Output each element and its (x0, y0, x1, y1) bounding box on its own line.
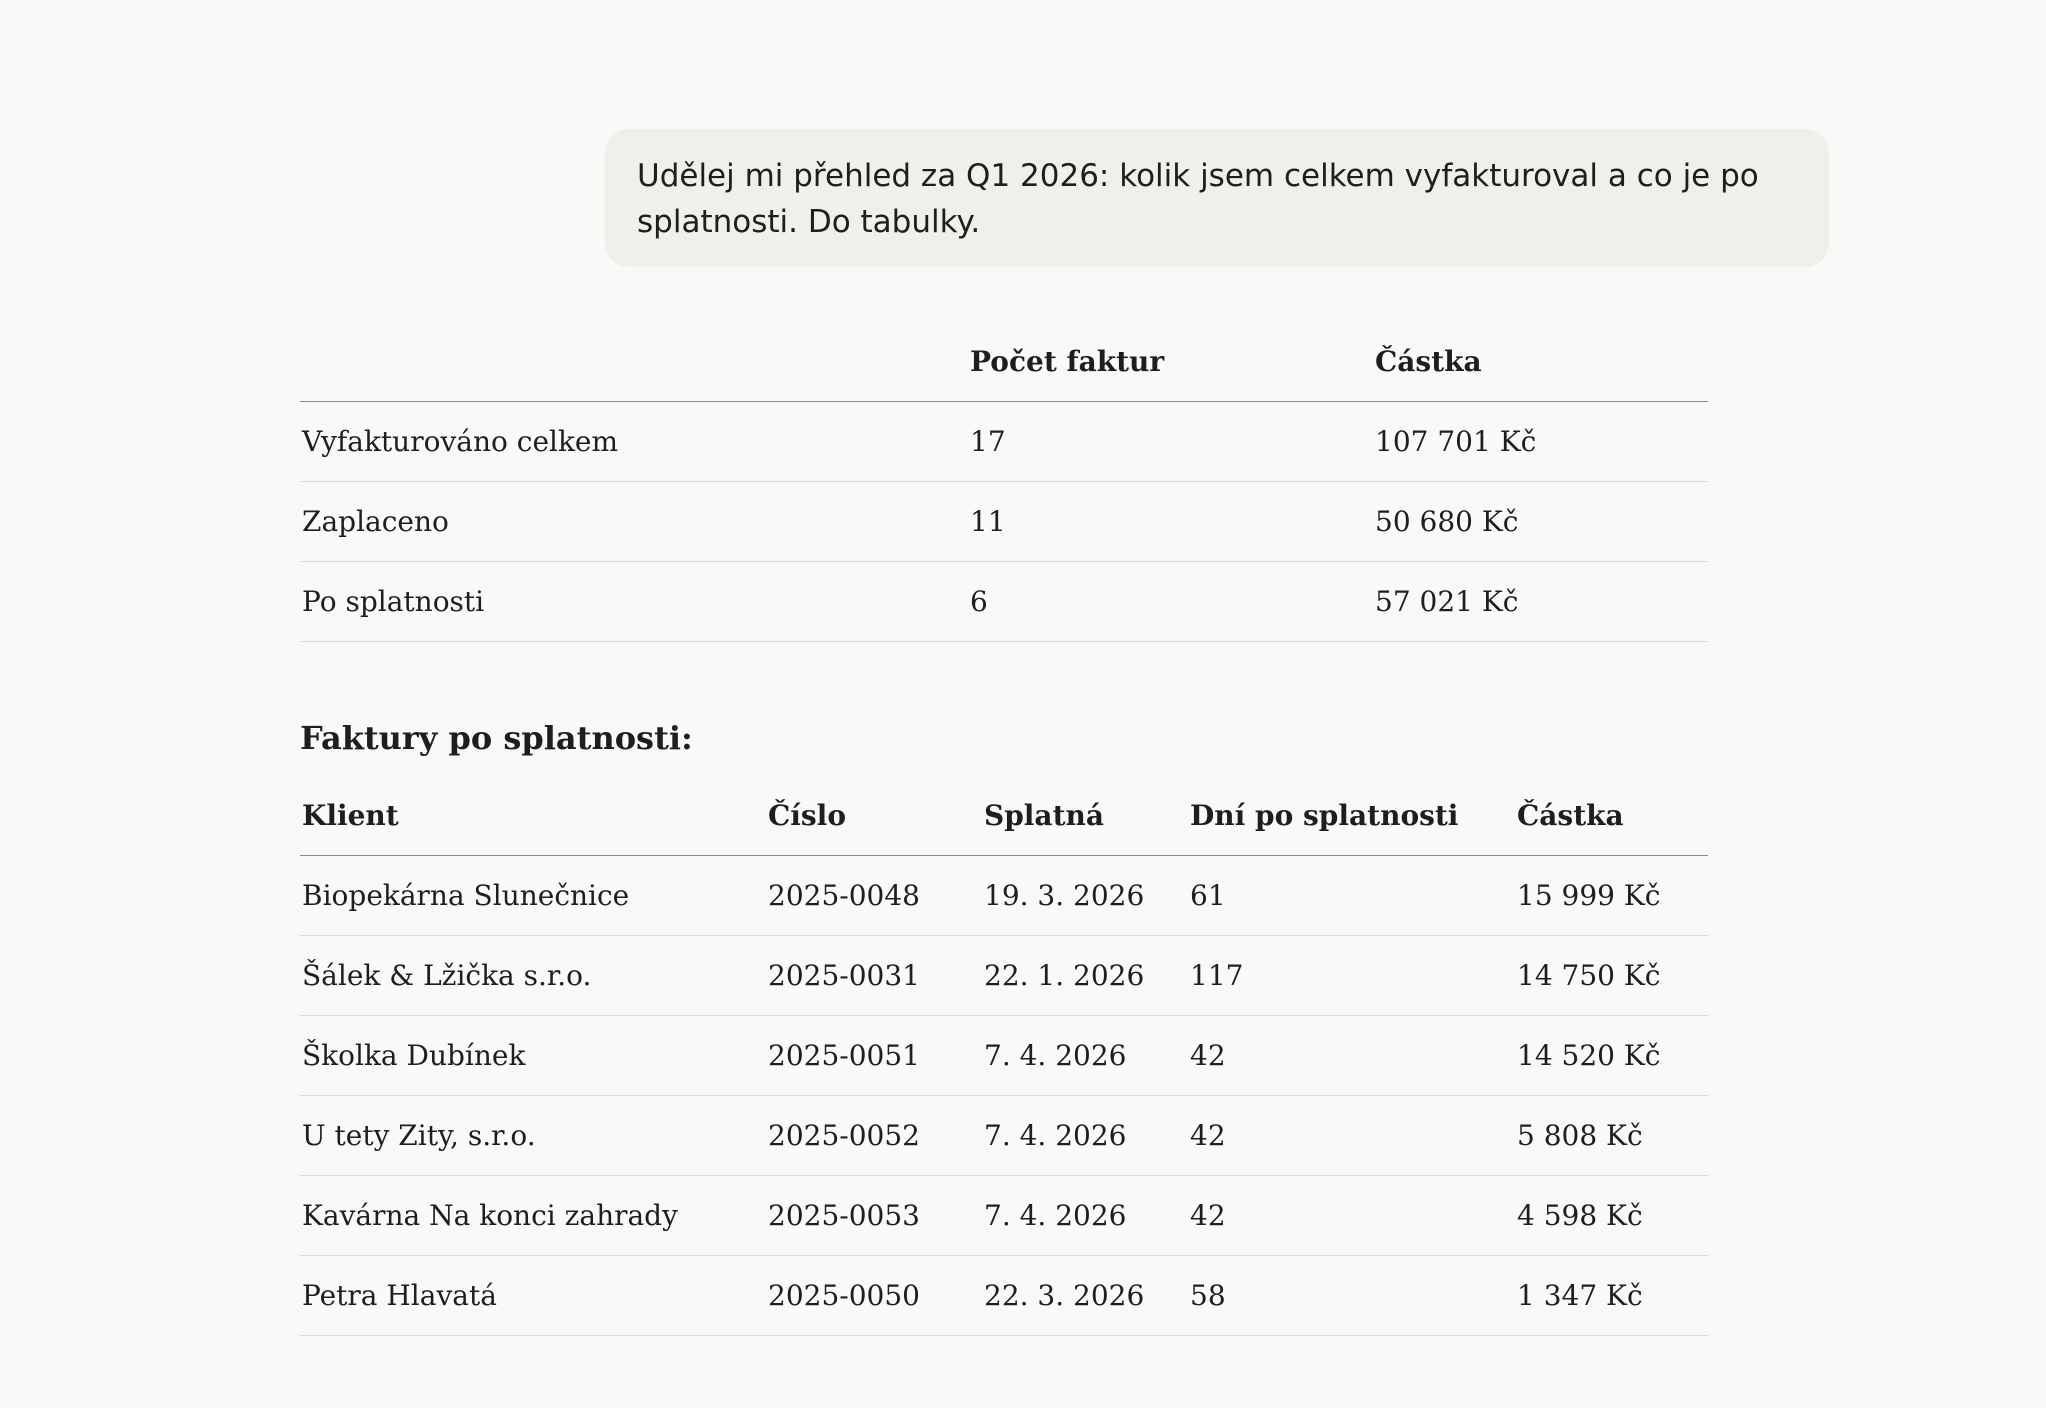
summary-header-row (300, 322, 1708, 402)
summary-cell-count: 17 (968, 402, 1373, 482)
overdue-header-days: Dní po splatnosti (1188, 776, 1515, 856)
table-row (300, 856, 1708, 936)
table-row (300, 936, 1708, 1016)
overdue-cell-due: 22. 1. 2026 (982, 936, 1188, 1016)
overdue-cell-number: 2025-0052 (766, 1096, 982, 1176)
overdue-cell-days: 58 (1188, 1256, 1515, 1336)
overdue-cell-number: 2025-0053 (766, 1176, 982, 1256)
table-row (300, 482, 1708, 562)
overdue-cell-amount: 5 808 Kč (1515, 1096, 1708, 1176)
table-row (300, 1016, 1708, 1096)
summary-cell-amount: 107 701 Kč (1373, 402, 1708, 482)
summary-cell-label: Zaplaceno (300, 482, 968, 562)
overdue-section-title: Faktury po splatnosti: (300, 719, 693, 757)
overdue-table (300, 776, 1708, 1336)
overdue-cell-days: 42 (1188, 1016, 1515, 1096)
summary-cell-count: 6 (968, 562, 1373, 642)
overdue-cell-number: 2025-0051 (766, 1016, 982, 1096)
overdue-cell-number: 2025-0031 (766, 936, 982, 1016)
overdue-header-due: Splatná (982, 776, 1188, 856)
summary-header-label (300, 322, 968, 402)
overdue-cell-client: Šálek & Lžička s.r.o. (300, 936, 766, 1016)
overdue-header-amount: Částka (1515, 776, 1708, 856)
overdue-cell-number: 2025-0050 (766, 1256, 982, 1336)
overdue-cell-days: 42 (1188, 1096, 1515, 1176)
overdue-cell-days: 61 (1188, 856, 1515, 936)
overdue-cell-due: 7. 4. 2026 (982, 1016, 1188, 1096)
user-message-text: Udělej mi přehled za Q1 2026: kolik jsem celkem vyfakturoval a co je po splatnosti. Do tabulky. (637, 158, 1759, 240)
overdue-cell-due: 22. 3. 2026 (982, 1256, 1188, 1336)
overdue-cell-due: 7. 4. 2026 (982, 1176, 1188, 1256)
overdue-cell-amount: 4 598 Kč (1515, 1176, 1708, 1256)
summary-header-amount: Částka (1373, 322, 1708, 402)
user-message-bubble (605, 129, 1829, 267)
overdue-header-number: Číslo (766, 776, 982, 856)
overdue-header-client: Klient (300, 776, 766, 856)
overdue-header-row (300, 776, 1708, 856)
overdue-cell-days: 117 (1188, 936, 1515, 1016)
overdue-cell-client: Školka Dubínek (300, 1016, 766, 1096)
overdue-cell-due: 7. 4. 2026 (982, 1096, 1188, 1176)
table-row (300, 402, 1708, 482)
assistant-response (300, 322, 1708, 1336)
summary-cell-count: 11 (968, 482, 1373, 562)
overdue-cell-amount: 14 750 Kč (1515, 936, 1708, 1016)
overdue-cell-amount: 1 347 Kč (1515, 1256, 1708, 1336)
overdue-cell-client: Petra Hlavatá (300, 1256, 766, 1336)
overdue-cell-due: 19. 3. 2026 (982, 856, 1188, 936)
summary-table (300, 322, 1708, 642)
summary-cell-label: Vyfakturováno celkem (300, 402, 968, 482)
table-row (300, 1256, 1708, 1336)
summary-cell-label: Po splatnosti (300, 562, 968, 642)
table-row (300, 562, 1708, 642)
overdue-cell-days: 42 (1188, 1176, 1515, 1256)
overdue-cell-amount: 14 520 Kč (1515, 1016, 1708, 1096)
table-row (300, 1176, 1708, 1256)
summary-cell-amount: 57 021 Kč (1373, 562, 1708, 642)
overdue-cell-client: Biopekárna Slunečnice (300, 856, 766, 936)
summary-cell-amount: 50 680 Kč (1373, 482, 1708, 562)
overdue-cell-amount: 15 999 Kč (1515, 856, 1708, 936)
overdue-cell-number: 2025-0048 (766, 856, 982, 936)
overdue-cell-client: U tety Zity, s.r.o. (300, 1096, 766, 1176)
table-row (300, 1096, 1708, 1176)
overdue-cell-client: Kavárna Na konci zahrady (300, 1176, 766, 1256)
summary-header-count: Počet faktur (968, 322, 1373, 402)
